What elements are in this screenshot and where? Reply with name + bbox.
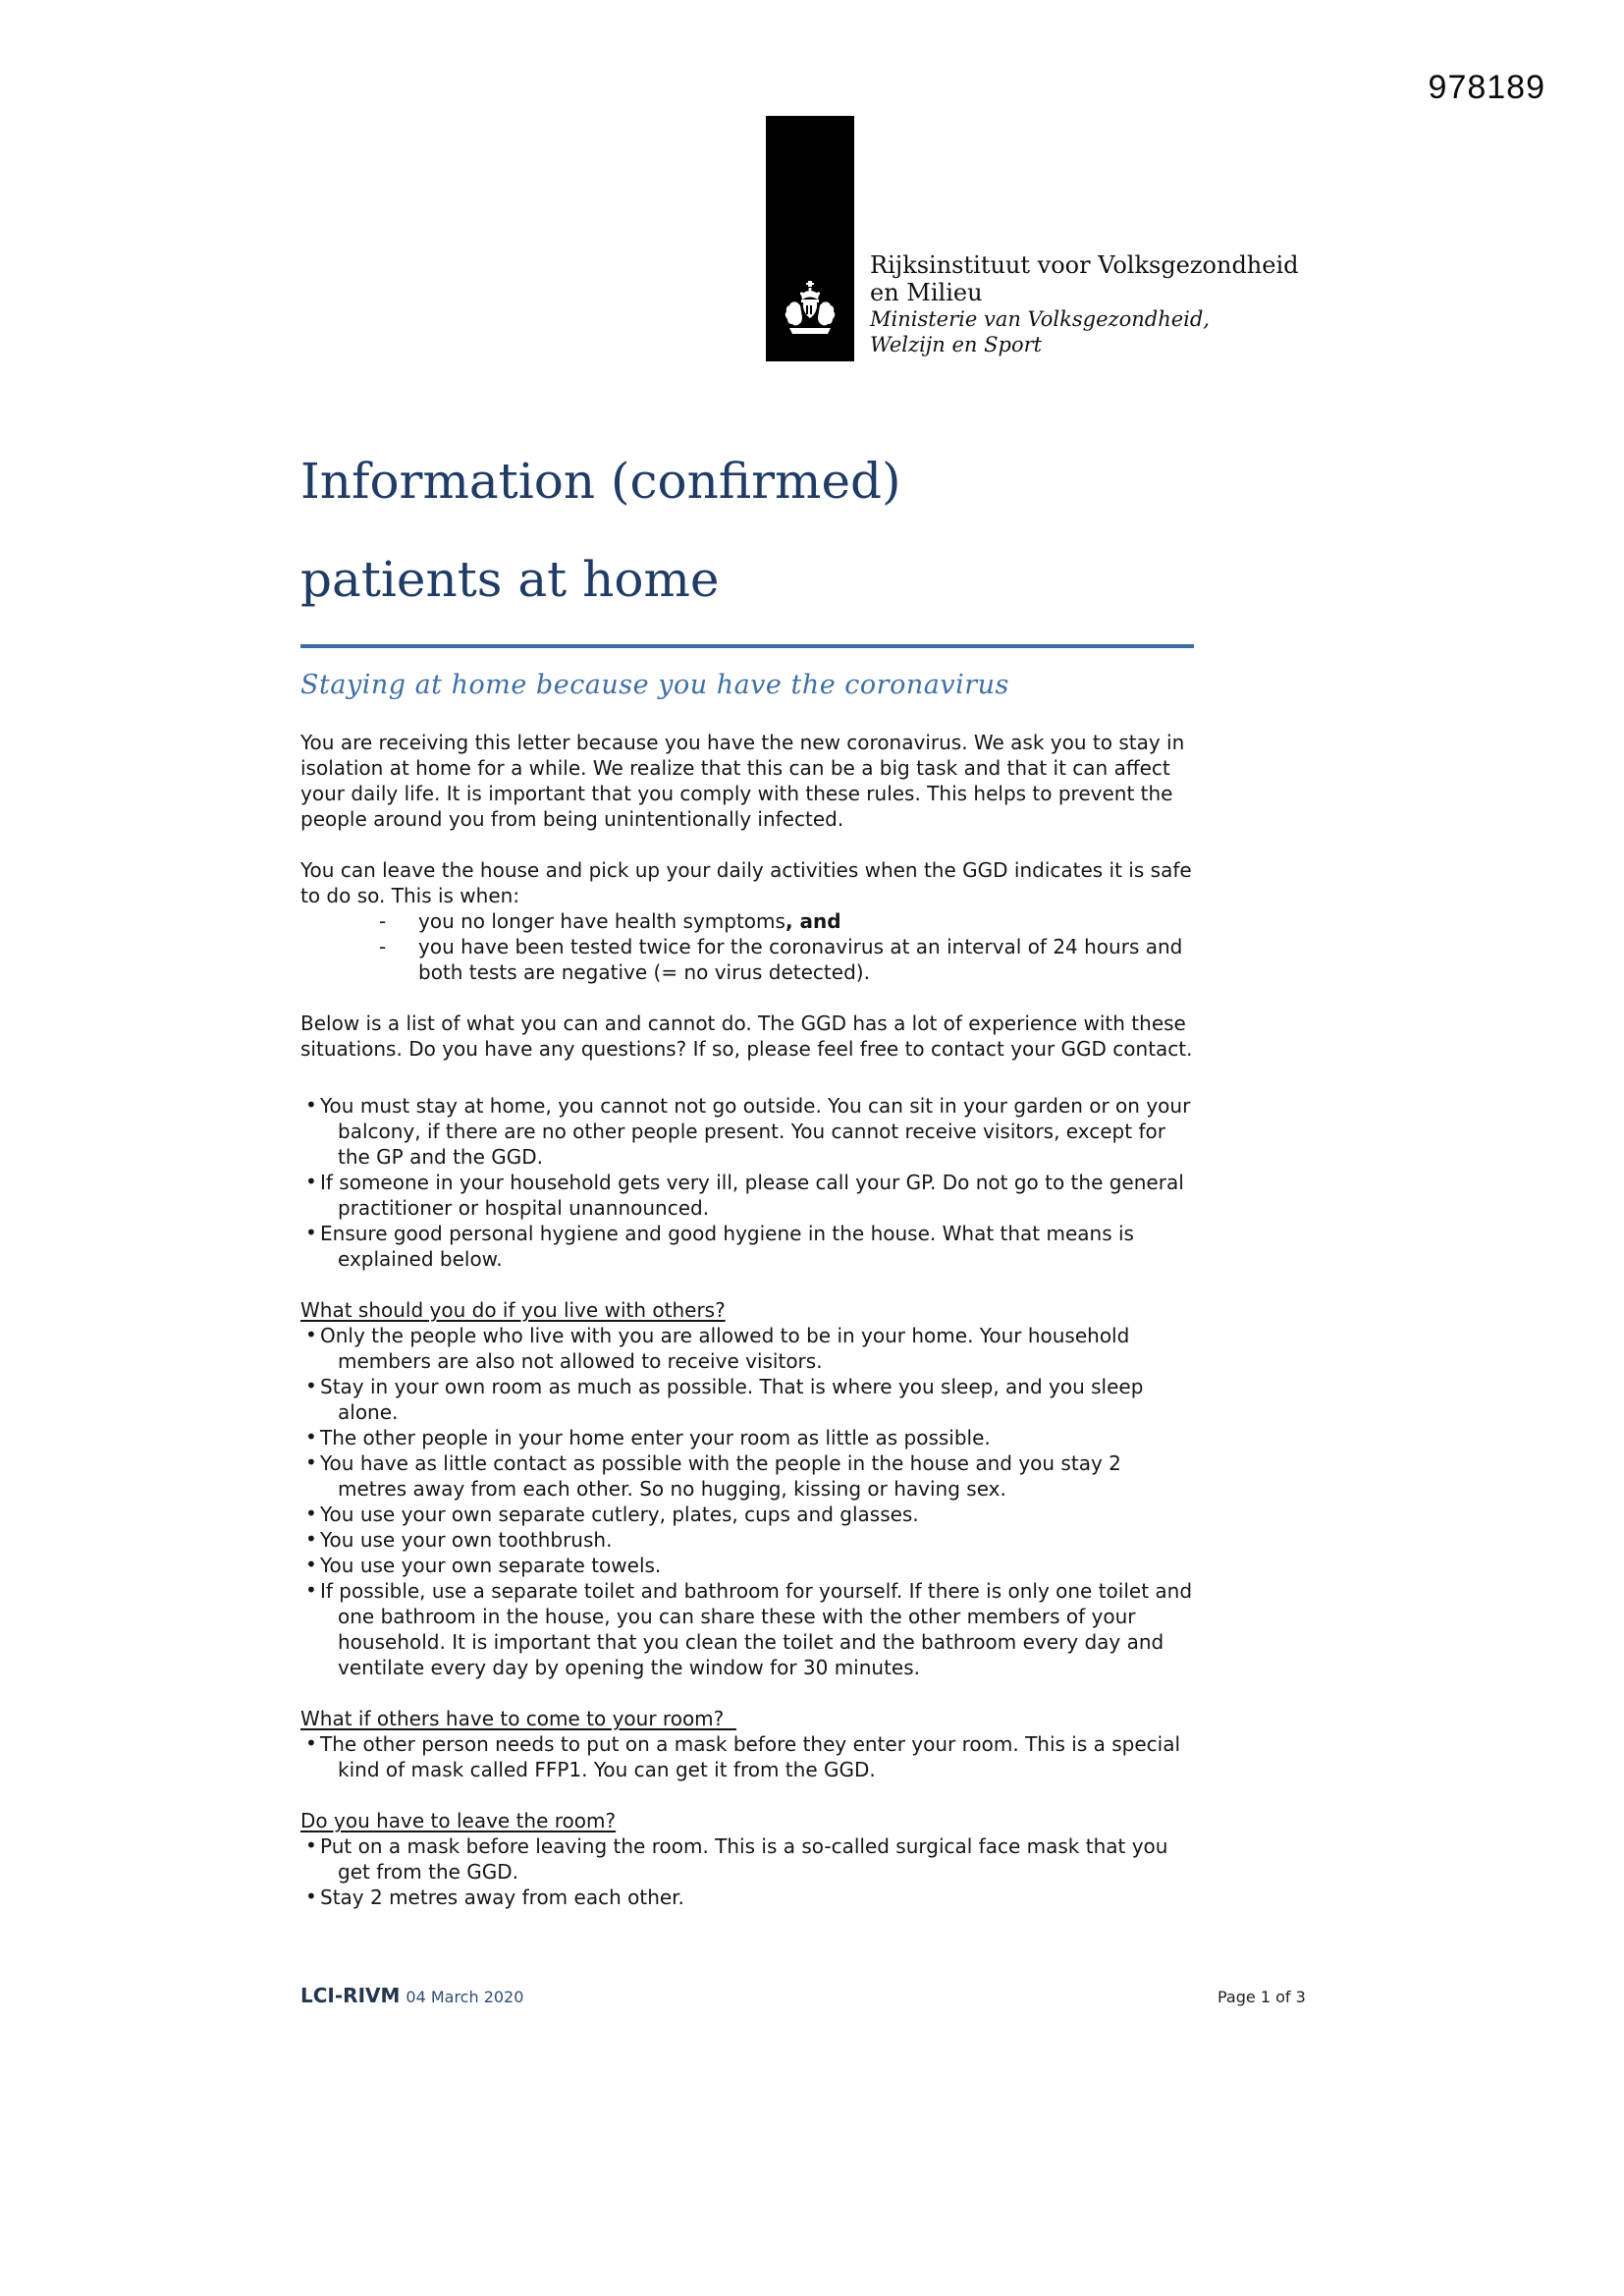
list-item-text: The other person needs to put on a mask before they enter your room. This is a special kind of mask called FFP1. You can get it from the GGD.	[320, 1732, 1181, 1781]
page-title-line1: Information (confirmed)	[300, 453, 901, 510]
bullet-glyph: •	[305, 1450, 317, 1474]
section-others-enter-room	[300, 1706, 1194, 1782]
rivm-coat-of-arms-icon	[778, 279, 842, 342]
footer-date: 04 March 2020	[406, 1988, 524, 2006]
footer-doc-ref: LCI-RIVM	[300, 1984, 401, 2007]
logo-text-block	[870, 251, 1299, 361]
dash-list-item	[300, 934, 1194, 985]
subtitle: Staying at home because you have the coronavirus	[300, 670, 1009, 700]
list-item	[300, 1221, 1194, 1272]
bullet-glyph: •	[305, 1578, 317, 1602]
section-list	[300, 1731, 1194, 1782]
list-item	[300, 1093, 1194, 1170]
list-item	[300, 1170, 1194, 1221]
dash-list-item	[300, 908, 1194, 934]
section-heading: Do you have to leave the room?	[300, 1809, 617, 1832]
logo-ministry-line1: Ministerie van Volksgezondheid,	[870, 307, 1210, 331]
list-item	[300, 1885, 1194, 1910]
bullet-glyph: •	[305, 1502, 317, 1525]
intro-paragraph-1: You are receiving this letter because you have the new coronavirus. We ask you to stay in isolation at home for a while. We realize that this can be a big task and that it can affect your daily life. It is important that you comply with these rules. This helps to prevent the people around you from being unintentionally infected.	[300, 731, 1185, 831]
logo-black-ribbon	[766, 116, 854, 361]
dash-item-text: you no longer have health symptoms	[418, 909, 785, 933]
intro-paragraph-2: You can leave the house and pick up your daily activities when the GGD indicates it is safe to do so. This is when:	[300, 858, 1192, 907]
list-item-text: You must stay at home, you cannot not go outside. You can sit in your garden or on your balcony, if there are no other people present. You cannot receive visitors, except for the GP and the GGD.	[320, 1094, 1191, 1169]
list-item-text: Stay 2 metres away from each other.	[320, 1886, 684, 1909]
bullet-glyph: •	[305, 1323, 317, 1346]
bullet-glyph: •	[305, 1527, 317, 1551]
list-item-text: The other people in your home enter your room as little as possible.	[320, 1426, 991, 1449]
list-item-text: Ensure good personal hygiene and good hygiene in the house. What that means is explained below.	[320, 1222, 1134, 1271]
footer-document-reference	[300, 1984, 523, 2007]
list-item-text: You have as little contact as possible with the people in the house and you stay 2 metres away from each other. So no hugging, kissing or having sex.	[320, 1451, 1121, 1501]
page-title-line2: patients at home	[300, 551, 720, 608]
list-item-text: You use your own separate cutlery, plates, cups and glasses.	[320, 1503, 919, 1526]
bullet-glyph: •	[305, 1833, 317, 1857]
dash-glyph: -	[379, 909, 387, 933]
bullet-glyph: •	[305, 1374, 317, 1397]
title-divider	[300, 644, 1194, 648]
list-item-text: If possible, use a separate toilet and bathroom for yourself. If there is only one toilet and one bathroom in the house, you can share these with the other members of your household. It is important that you clean the toilet and the bathroom every day and ventilate every day by opening the window for 30 minutes.	[320, 1579, 1193, 1679]
section-list	[300, 1323, 1194, 1680]
section-list	[300, 1833, 1194, 1910]
list-item-text: Put on a mask before leaving the room. This is a so-called surgical face mask that you get from the GGD.	[320, 1834, 1168, 1884]
dash-item-bold-text: , and	[785, 909, 841, 933]
section-heading: What if others have to come to your room?	[300, 1707, 736, 1730]
section-leave-room	[300, 1808, 1194, 1910]
list-item	[300, 1731, 1194, 1782]
logo-org-line2: en Milieu	[870, 279, 983, 306]
conditions-dash-list	[300, 908, 1194, 985]
intro-paragraph-3: Below is a list of what you can and cannot do. The GGD has a lot of experience with these situations. Do you have any questions? If so, please feel free to contact your GGD contact.	[300, 1011, 1193, 1061]
section-living-with-others	[300, 1297, 1194, 1680]
bullet-glyph: •	[305, 1221, 317, 1244]
list-item	[300, 1833, 1194, 1885]
list-item-text: You use your own toothbrush.	[320, 1528, 613, 1552]
bullet-glyph: •	[305, 1553, 317, 1576]
list-item	[300, 1450, 1194, 1502]
general-rules-list	[300, 1093, 1194, 1272]
dash-glyph: -	[379, 935, 387, 958]
footer-page-number: Page 1 of 3	[1218, 1988, 1306, 2006]
section-heading: What should you do if you live with others?	[300, 1298, 726, 1322]
logo-org-line1: Rijksinstituut voor Volksgezondheid	[870, 251, 1299, 279]
bullet-glyph: •	[305, 1093, 317, 1117]
list-item	[300, 1323, 1194, 1374]
bullet-glyph: •	[305, 1170, 317, 1193]
list-item	[300, 1425, 1194, 1450]
list-item	[300, 1578, 1194, 1680]
bullet-glyph: •	[305, 1885, 317, 1908]
dash-item-text: you have been tested twice for the coronavirus at an interval of 24 hours and both tests are negative (= no virus detected).	[418, 935, 1183, 984]
list-item-text: You use your own separate towels.	[320, 1554, 662, 1577]
document-number: 978189	[1428, 69, 1545, 106]
list-item-text: Stay in your own room as much as possible. That is where you sleep, and you sleep alone.	[320, 1375, 1144, 1424]
page-title	[300, 432, 1194, 629]
logo-ministry-line2: Welzijn en Sport	[870, 333, 1043, 356]
list-item	[300, 1527, 1194, 1553]
list-item-text: If someone in your household gets very ill, please call your GP. Do not go to the general practitioner or hospital unannounced.	[320, 1171, 1184, 1220]
list-item	[300, 1553, 1194, 1578]
rivm-logo	[766, 116, 1299, 361]
document-body	[300, 432, 1194, 1936]
list-item	[300, 1374, 1194, 1425]
list-item	[300, 1502, 1194, 1527]
bullet-glyph: •	[305, 1425, 317, 1449]
bullet-glyph: •	[305, 1731, 317, 1755]
list-item-text: Only the people who live with you are allowed to be in your home. Your household members are also not allowed to receive visitors.	[320, 1324, 1130, 1373]
